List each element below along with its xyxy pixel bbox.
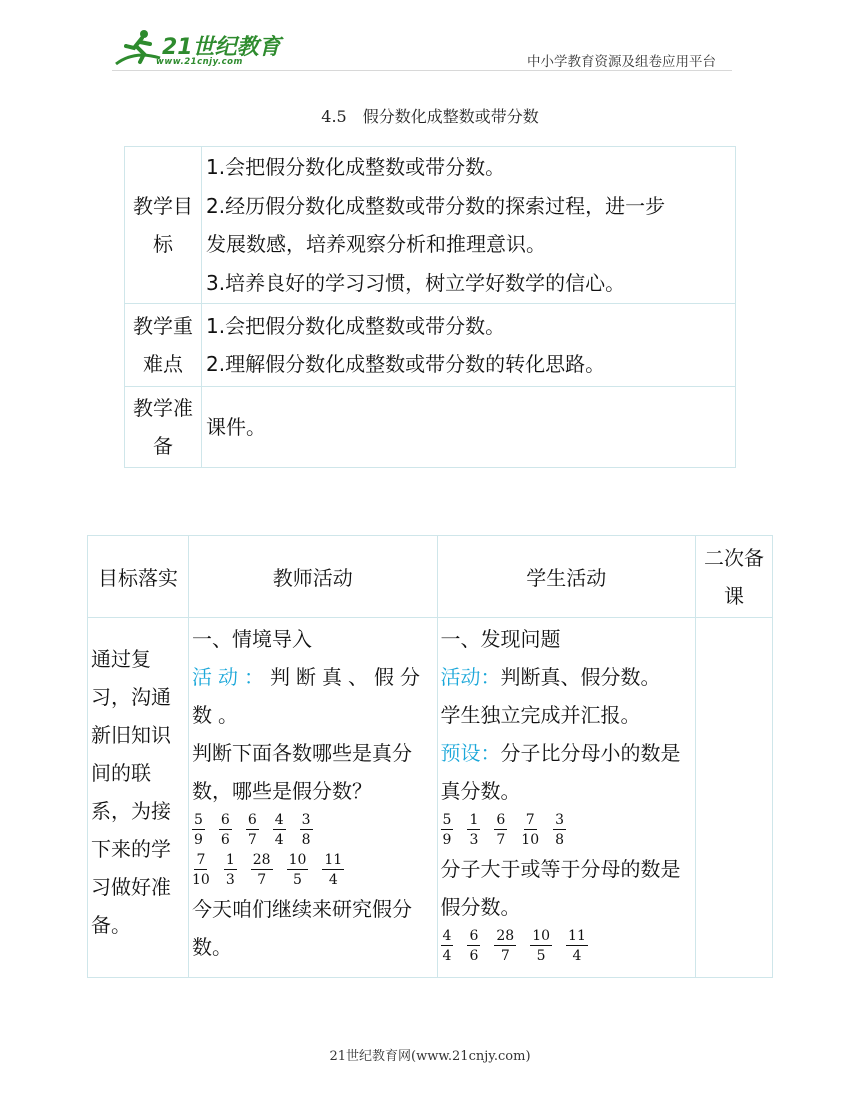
preset-text: 分子比分母小的数是真分数。 <box>440 741 681 803</box>
fraction: $\frac{6}{7}$ <box>496 812 506 848</box>
plan-header-row <box>88 536 773 618</box>
keypoint-line: 2.理解假分数化成整数或带分数的转化思路。 <box>206 352 606 376</box>
notes-cell <box>696 618 773 978</box>
goal-cell <box>88 618 189 978</box>
activity-label: 活动： <box>440 665 501 689</box>
info-label: 教学重难点 <box>125 304 202 387</box>
keypoint-line: 1.会把假分数化成整数或带分数。 <box>206 313 506 338</box>
header-notes: 二次备课 <box>696 536 773 618</box>
fraction: $\frac{10}{5}$ <box>532 928 551 964</box>
fraction: $\frac{7}{10}$ <box>521 812 540 848</box>
header-teacher: 教师活动 <box>188 536 437 618</box>
logo-url: www.21cnjy.com <box>156 57 243 67</box>
fraction-row <box>192 852 437 890</box>
fraction: $\frac{10}{5}$ <box>288 852 307 888</box>
activity-text: 判断真、假分数。 <box>191 665 426 727</box>
info-row-goals <box>125 147 736 304</box>
goal-text: 通过复习，沟通新旧知识间的联系，为接下来的学习做好准备。 <box>91 647 171 937</box>
fraction-row <box>441 812 695 850</box>
fraction-row <box>192 812 437 850</box>
info-content <box>202 387 736 468</box>
fraction: $\frac{28}{7}$ <box>496 928 515 964</box>
fraction: $\frac{4}{4}$ <box>274 812 284 848</box>
activity-text: 判断真、假分数。 <box>500 665 661 689</box>
info-content <box>202 304 736 387</box>
goal-line: 发展数感，培养观察分析和推理意识。 <box>206 232 546 256</box>
plan-body-row <box>88 618 773 978</box>
fraction: $\frac{3}{8}$ <box>555 812 565 848</box>
info-label: 教学准备 <box>125 387 202 468</box>
fraction: $\frac{3}{8}$ <box>301 812 311 848</box>
runner-logo-icon <box>114 28 162 68</box>
teacher-closing: 今天咱们继续来研究假分数。 <box>191 897 412 959</box>
fraction: $\frac{6}{6}$ <box>220 812 230 848</box>
fraction: $\frac{1}{3}$ <box>225 852 235 888</box>
prep-line: 课件。 <box>206 414 266 439</box>
info-row-prep <box>125 387 736 468</box>
fraction: $\frac{7}{10}$ <box>191 852 210 888</box>
preset-label: 预设： <box>440 741 501 765</box>
goal-line: 3.培养良好的学习习惯，树立学好数学的信心。 <box>206 270 626 295</box>
student-improper-text: 分子大于或等于分母的数是假分数。 <box>440 857 681 919</box>
goal-line: 2.经历假分数化成整数或带分数的探索过程，进一步 <box>206 193 666 218</box>
header-goal: 目标落实 <box>88 536 189 618</box>
logo-text: 21世纪教育 <box>162 35 281 60</box>
student-section: 一、发现问题 <box>440 627 561 651</box>
info-content <box>202 147 736 304</box>
student-report: 学生独立完成并汇报。 <box>440 703 641 727</box>
fraction: $\frac{5}{9}$ <box>193 812 203 848</box>
fraction: $\frac{11}{4}$ <box>324 852 343 888</box>
page-footer: 21世纪教育网(www.21cnjy.com) <box>329 1049 531 1064</box>
teacher-section: 一、情境导入 <box>191 627 312 651</box>
header-student: 学生活动 <box>437 536 695 618</box>
teacher-cell <box>188 618 437 978</box>
fraction: $\frac{11}{4}$ <box>568 928 586 964</box>
fraction: $\frac{6}{6}$ <box>469 928 479 964</box>
lesson-title: 4.5 假分数化成整数或带分数 <box>321 107 539 126</box>
fraction: $\frac{28}{7}$ <box>252 852 271 888</box>
info-label: 教学目标 <box>125 147 202 304</box>
activity-label: 活动： <box>191 665 270 689</box>
info-table <box>124 146 736 468</box>
student-activity <box>441 658 695 696</box>
teacher-activity <box>192 658 437 734</box>
plan-table <box>87 535 773 978</box>
teacher-question: 判断下面各数哪些是真分数，哪些是假分数？ <box>191 741 412 803</box>
fraction: $\frac{5}{9}$ <box>442 812 452 848</box>
student-cell <box>437 618 695 978</box>
site-logo <box>114 26 284 72</box>
header-divider <box>112 70 732 71</box>
fraction: $\frac{4}{4}$ <box>442 928 452 964</box>
goal-line: 1.会把假分数化成整数或带分数。 <box>206 155 506 179</box>
info-row-keypoints <box>125 304 736 387</box>
fraction: $\frac{1}{3}$ <box>469 812 479 848</box>
fraction-row <box>441 928 695 966</box>
platform-name: 中小学教育资源及组卷应用平台 <box>527 54 716 70</box>
student-preset <box>441 734 695 810</box>
fraction: $\frac{6}{7}$ <box>247 812 257 848</box>
